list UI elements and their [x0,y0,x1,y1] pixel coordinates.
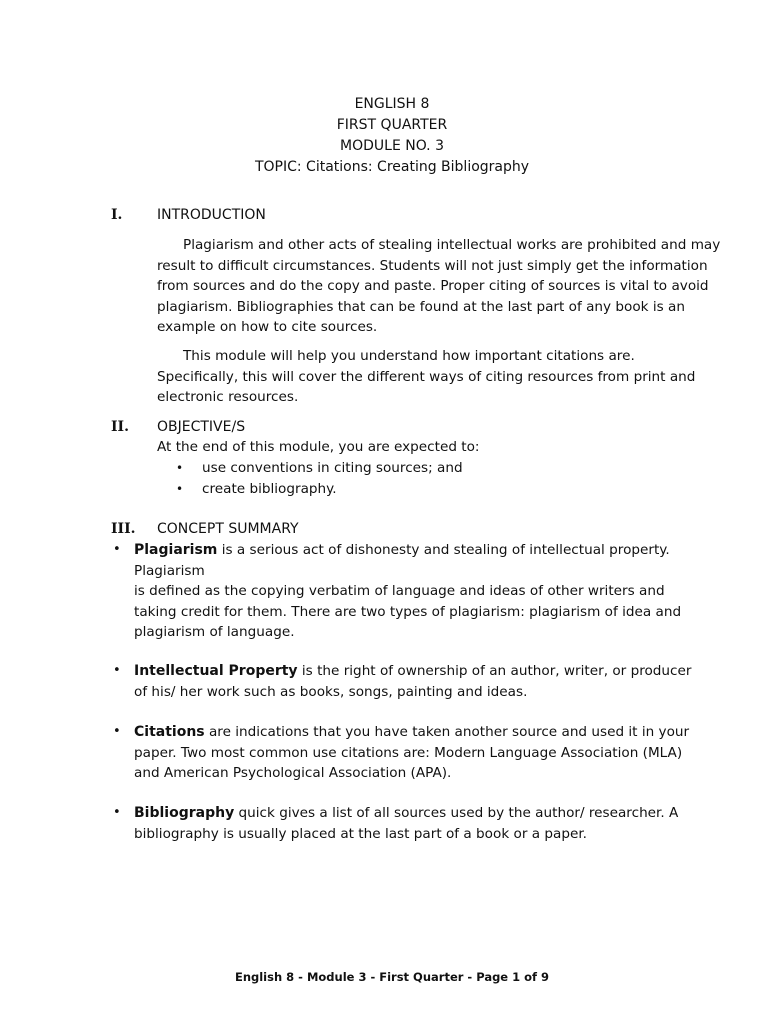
section-number: III. [111,521,136,537]
concept-text: is the right of ownership of an author, writer, or producer [297,663,692,679]
objectives-list [176,458,463,500]
text-line: Specifically, this will cover the different ways of citing resources from print and [157,368,696,385]
objective-text: create bibliography. [202,481,337,497]
text-line: Plagiarism and other acts of stealing intellectual works are prohibited and may [183,237,721,253]
concept-text: is a serious act of dishonesty and stealing of intellectual property. [217,542,670,558]
concept-term: Bibliography [134,805,235,821]
subject-title: ENGLISH 8 [354,96,430,112]
text-line: example on how to cite sources. [157,319,378,335]
text-line: result to difficult circumstances. Students will not just simply get the information [157,257,708,274]
concept-term: Citations [134,724,205,740]
bullet: • [113,663,121,678]
bullet: • [176,461,184,475]
list-item [176,458,463,479]
section-number: I. [111,207,123,223]
concept-text: taking credit for them. There are two types of plagiarism: plagiarism of idea and [134,603,682,620]
section-title: INTRODUCTION [157,207,266,223]
introduction-paragraph-1 [157,235,721,338]
list-item [176,479,463,500]
bullet: • [113,805,121,820]
objective-text: use conventions in citing sources; and [202,460,463,476]
bullet: • [113,542,121,557]
module-number: MODULE NO. 3 [340,138,444,154]
text-line: electronic resources. [157,389,299,405]
section-title: CONCEPT SUMMARY [157,521,299,537]
quarter-title: FIRST QUARTER [336,117,448,133]
text-line: from sources and do the copy and paste. Proper citing of sources is vital to avoid [157,278,709,294]
page-footer: English 8 - Module 3 - First Quarter - Page 1 of 9 [234,970,550,984]
concept-text: are indications that you have taken another source and used it in your [204,724,690,740]
section-heading-introduction [111,205,266,225]
section-heading-concept-summary [111,519,299,539]
concept-text: paper. Two most common use citations are: Modern Language Association (MLA) [134,744,683,761]
section-title: OBJECTIVE/S [157,419,246,435]
objectives-lead: At the end of this module, you are expected to: [157,439,480,455]
concept-text: plagiarism of language. [134,624,295,640]
section-heading-objectives [111,417,245,437]
concept-text: is defined as the copying verbatim of language and ideas of other writers and [134,583,665,599]
concept-term: Intellectual Property [134,663,298,679]
bullet: • [176,482,184,496]
topic-title: TOPIC: Citations: Creating Bibliography [254,159,530,175]
section-number: II. [111,419,129,435]
concept-text: and American Psychological Association (APA). [134,765,452,781]
text-line: This module will help you understand how important citations are. [183,348,635,364]
module-header [0,94,768,178]
concept-text: bibliography is usually placed at the last part of a book or a paper. [134,825,588,842]
bullet: • [113,724,121,739]
concept-term: Plagiarism [134,542,218,558]
introduction-paragraph-2 [157,346,696,408]
concept-text: of his/ her work such as books, songs, painting and ideas. [134,683,528,700]
concept-text: quick gives a list of all sources used by the author/ researcher. A [234,805,679,821]
concept-text: Plagiarism [134,562,205,579]
text-line: plagiarism. Bibliographies that can be found at the last part of any book is an [157,298,685,315]
